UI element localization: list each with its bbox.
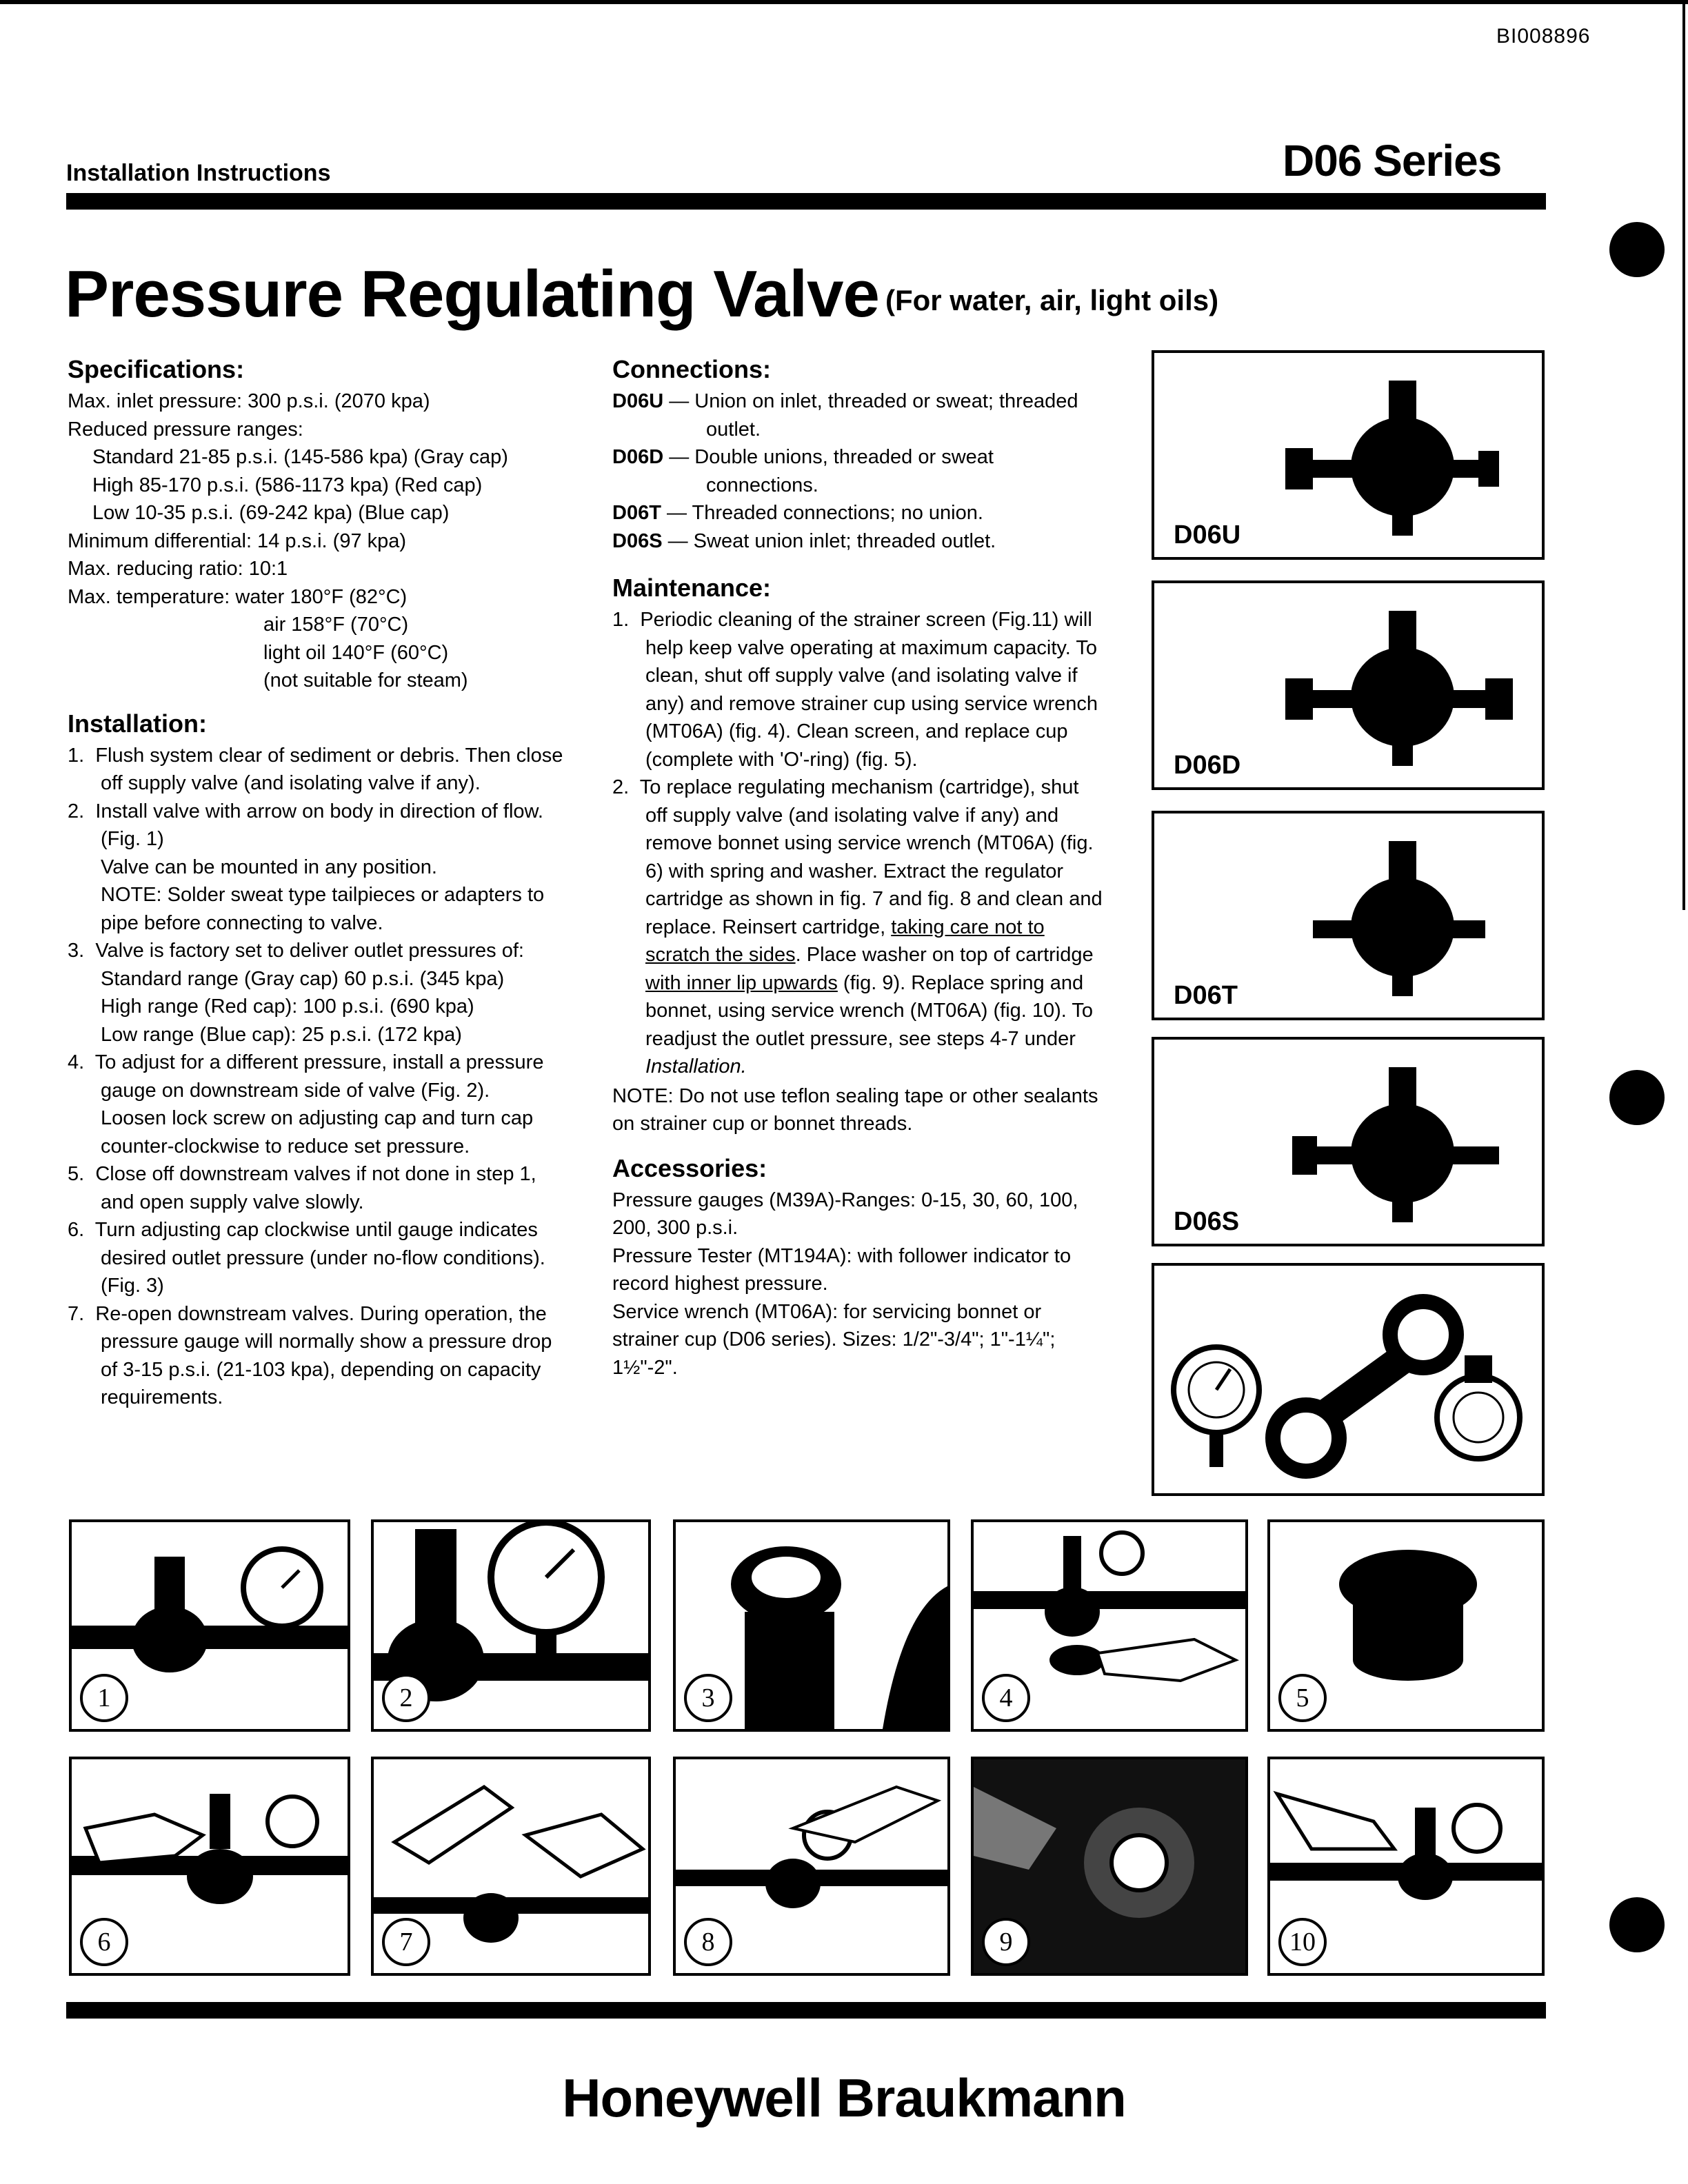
accessory-text: 0-15, 30, 60, 100, 200, 300 p.s.i. <box>612 1189 1078 1239</box>
install-step <box>68 1300 564 1412</box>
right-edge-line <box>1682 0 1685 910</box>
binder-hole-dot <box>1609 222 1665 277</box>
connection-code: D06T <box>612 502 661 524</box>
spec-line: Minimum differential: 14 p.s.i. (97 kpa) <box>68 529 407 552</box>
figure-number: 5 <box>1278 1674 1327 1722</box>
spec-line: Max. inlet pressure: 300 p.s.i. (2070 kpa) <box>68 390 430 412</box>
connection-code: D06S <box>612 529 663 552</box>
figure-1 <box>69 1519 350 1732</box>
figure-8 <box>673 1757 950 1976</box>
accessories-heading: Accessories: <box>612 1153 767 1182</box>
product-box-d06t <box>1152 811 1545 1020</box>
step-text: Low range (Blue cap): 25 p.s.i. (172 kpa) <box>101 1023 462 1046</box>
spec-line: air 158°F (70°C) <box>263 614 409 636</box>
step-number: 6. <box>68 1219 85 1241</box>
valve-illustration <box>1272 1053 1520 1226</box>
connection-item <box>612 387 1106 443</box>
connection-text: — Threaded connections; no union. <box>666 502 983 524</box>
maintenance-step <box>612 774 1106 1081</box>
figure-number: 1 <box>80 1674 128 1722</box>
install-step <box>68 1160 564 1216</box>
accessory-text: with follower indicator to record highest pressure. <box>612 1244 1072 1295</box>
figure-number: 7 <box>382 1918 430 1966</box>
spec-line: Standard 21-85 p.s.i. (145-586 kpa) (Gray cap) <box>92 446 508 468</box>
step-text: Close off downstream valves if not done in step 1, and open supply valve slowly. <box>95 1163 536 1213</box>
figure-10 <box>1267 1757 1545 1976</box>
step-text: Flush system clear of sediment or debris. Then close off supply valve (and isolating valve if any). <box>95 744 563 794</box>
step-text: Install valve with arrow on body in direction of flow. (Fig. 1) <box>95 800 543 850</box>
step-number: 1. <box>612 609 630 631</box>
valve-illustration <box>1272 597 1520 769</box>
step-text: (fig. 9). Replace spring and bonnet, using service wrench (MT06A) (fig. 10). To readjust the outlet pressure, see steps 4-7 under <box>645 971 1094 1050</box>
connection-text: — Sweat union inlet; threaded outlet. <box>667 529 996 552</box>
accessories-illustration <box>1161 1280 1540 1486</box>
product-box-d06d <box>1152 580 1545 790</box>
figure-9 <box>971 1757 1248 1976</box>
step-text: Valve is factory set to deliver outlet pressures of: <box>95 940 524 962</box>
series-title: D06 Series <box>1283 136 1502 185</box>
step-text: Valve can be mounted in any position. <box>101 856 437 878</box>
header-label: Installation Instructions <box>66 160 331 186</box>
install-step <box>68 1216 564 1300</box>
step-number: 2. <box>612 776 630 798</box>
product-label: D06D <box>1174 751 1241 780</box>
figure-number: 4 <box>982 1674 1030 1722</box>
figure-number: 3 <box>684 1674 732 1722</box>
install-step <box>68 742 564 798</box>
middle-column <box>612 353 1106 1382</box>
maintenance-heading: Maintenance: <box>612 574 772 602</box>
accessory-item <box>612 1186 1106 1242</box>
underlined-warning: taking care not to scratch the sides <box>645 916 1045 966</box>
step-number: 4. <box>68 1051 85 1073</box>
document-id: BI008896 <box>1496 25 1591 48</box>
figure-4 <box>971 1519 1248 1732</box>
left-column <box>68 353 564 1412</box>
product-box-d06s <box>1152 1037 1545 1246</box>
product-label: D06T <box>1174 981 1238 1010</box>
step-number: 7. <box>68 1302 85 1325</box>
binder-hole-dot <box>1609 1897 1665 1952</box>
accessory-item <box>612 1242 1106 1298</box>
figure-number: 2 <box>382 1674 430 1722</box>
spec-line: (not suitable for steam) <box>263 669 468 691</box>
step-text: To replace regulating mechanism (cartridge), shut off supply valve (and isolating valve if any) and remove bonnet using service wrench (MT06A) (fig. 6) with spring and washer. Extract the regulator cartridge as shown in fig. 7 and fig. 8 and clean and replace. Reinsert cartridge, <box>639 776 1103 938</box>
connection-item <box>612 527 1106 556</box>
maintenance-note: NOTE: Do not use teflon sealing tape or other sealants on strainer cup or bonnet threads. <box>612 1084 1098 1135</box>
figure-number: 6 <box>80 1918 128 1966</box>
step-text: Turn adjusting cap clockwise until gauge indicates desired outlet pressure (under no-flow conditions). (Fig. 3) <box>94 1219 545 1297</box>
step-text: NOTE: Solder sweat type tailpieces or adapters to pipe before connecting to valve. <box>101 884 545 934</box>
step-number: 1. <box>68 744 85 767</box>
connection-item <box>612 443 1106 499</box>
step-text: Periodic cleaning of the strainer screen (Fig.11) will help keep valve operating at maximum capacity. To clean, shut off supply valve (and isolating valve if any) and remove strainer cup using service wrench (MT06A) (fig. 4). Clean screen, and replace cup (complete with 'O'-ring) (fig. 5). <box>640 609 1098 771</box>
maintenance-step <box>612 606 1106 774</box>
figure-5 <box>1267 1519 1545 1732</box>
underlined-instruction: with inner lip upwards <box>645 971 838 994</box>
product-label: D06S <box>1174 1207 1240 1236</box>
binder-hole-dot <box>1609 1070 1665 1125</box>
accessory-item: Service wrench (MT06A): for servicing bonnet or strainer cup (D06 series). Sizes: 1/2"-3/4"; 1"-1¼"; 1½"-2". <box>612 1300 1056 1379</box>
connection-text: — Union on inlet, threaded or sweat; threaded outlet. <box>669 390 1078 441</box>
install-step <box>68 937 564 965</box>
step-number: 2. <box>68 800 85 822</box>
page-subtitle: (For water, air, light oils) <box>885 284 1219 316</box>
product-box-d06u <box>1152 350 1545 560</box>
figure-number: 10 <box>1278 1918 1327 1966</box>
spec-line: Low 10-35 p.s.i. (69-242 kpa) (Blue cap) <box>92 502 450 524</box>
spec-line: Max. temperature: water 180°F (82°C) <box>68 585 408 608</box>
connection-item <box>612 499 1106 527</box>
page-title: Pressure Regulating Valve <box>65 257 879 331</box>
valve-illustration <box>1272 367 1520 539</box>
specifications-heading: Specifications: <box>68 355 245 383</box>
brand-logo-text: Honeywell Braukmann <box>562 2067 1126 2128</box>
spec-line: Max. reducing ratio: 10:1 <box>68 558 288 580</box>
step-number: 3. <box>68 940 85 962</box>
connection-text: — Double unions, threaded or sweat connections. <box>669 446 994 496</box>
step-text: Loosen lock screw on adjusting cap and turn cap counter-clockwise to reduce set pressure. <box>101 1107 534 1157</box>
top-edge-line <box>0 0 1688 4</box>
spec-line: light oil 140°F (60°C) <box>263 641 449 664</box>
header-rule <box>66 193 1546 210</box>
step-text: Standard range (Gray cap) 60 p.s.i. (345 kpa) <box>101 967 505 990</box>
figure-number: 9 <box>982 1918 1030 1966</box>
step-number: 5. <box>68 1163 85 1185</box>
section-reference: Installation. <box>645 1055 747 1078</box>
connection-code: D06D <box>612 446 664 468</box>
figure-3 <box>673 1519 950 1732</box>
connections-heading: Connections: <box>612 355 771 383</box>
connection-code: D06U <box>612 390 664 412</box>
accessories-illustration-box <box>1152 1263 1545 1496</box>
figure-number: 8 <box>684 1918 732 1966</box>
accessory-label: Pressure gauges (M39A)-Ranges: <box>612 1189 916 1211</box>
step-text: Re-open downstream valves. During operation, the pressure gauge will normally show a pressure drop of 3-15 p.s.i. (21-103 kpa), depending on capacity requirements. <box>95 1302 552 1408</box>
spec-line: High 85-170 p.s.i. (586-1173 kpa) (Red cap) <box>92 474 483 496</box>
installation-heading: Installation: <box>68 709 208 738</box>
footer-rule <box>66 2002 1546 2019</box>
step-text: . Place washer on top of cartridge <box>795 944 1094 966</box>
valve-illustration <box>1272 827 1520 1000</box>
figure-7 <box>371 1757 651 1976</box>
install-step <box>68 1049 564 1104</box>
accessory-label: Pressure Tester (MT194A): <box>612 1244 852 1267</box>
spec-line: Reduced pressure ranges: <box>68 418 303 441</box>
install-step <box>68 798 564 853</box>
step-text: High range (Red cap): 100 p.s.i. (690 kpa) <box>101 995 474 1018</box>
step-text: To adjust for a different pressure, install a pressure gauge on downstream side of valve (Fig. 2). <box>94 1051 544 1102</box>
figure-2 <box>371 1519 651 1732</box>
figure-6 <box>69 1757 350 1976</box>
product-label: D06U <box>1174 520 1241 549</box>
